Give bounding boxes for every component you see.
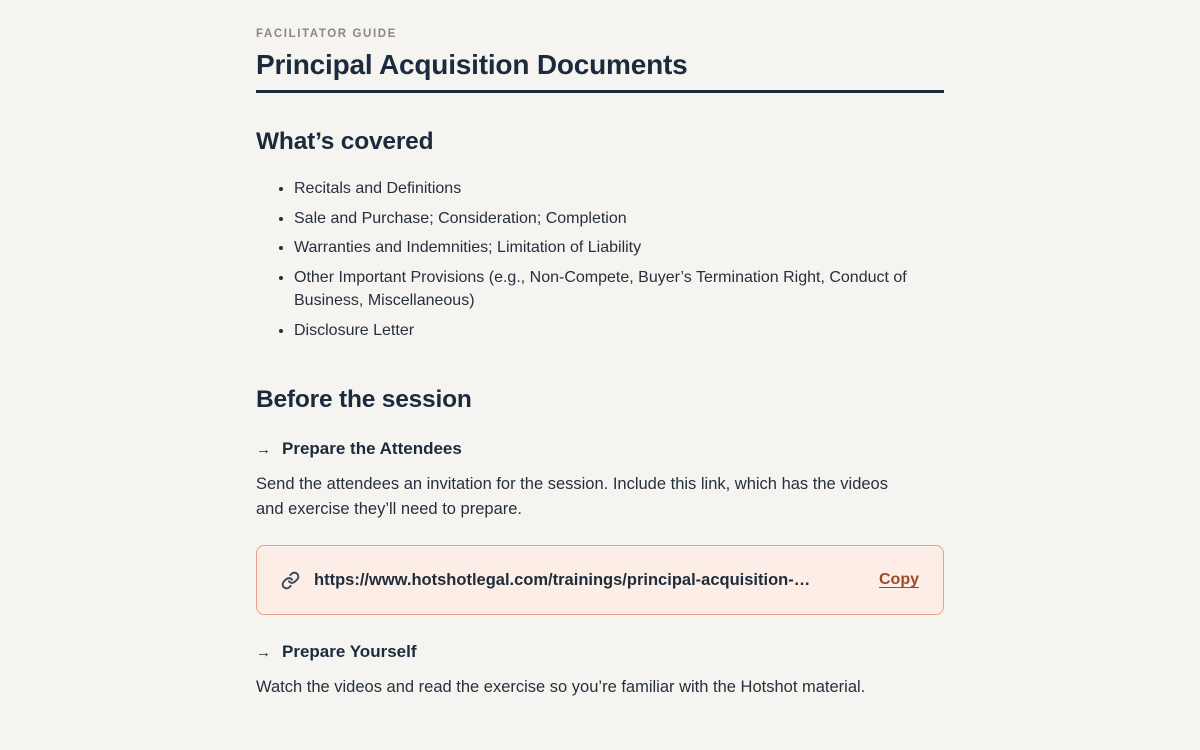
whats-covered-list — [256, 177, 944, 342]
arrow-right-icon: → — [256, 644, 271, 661]
title-block — [256, 48, 944, 93]
prepare-attendees-body: Send the attendees an invitation for the session. Include this link, which has the videos and exercise they’ll need to prepare. — [256, 475, 888, 518]
link-icon — [281, 571, 300, 590]
list-item: • Warranties and Indemnities; Limitation of Liability — [294, 236, 914, 260]
page-title: Principal Acquisition Documents — [256, 49, 688, 80]
prepare-yourself-header — [256, 641, 944, 662]
whats-covered-section — [256, 128, 944, 342]
prepare-attendees-title: Prepare the Attendees — [282, 439, 462, 458]
list-item: • Disclosure Letter — [294, 319, 914, 343]
copy-button[interactable]: Copy — [879, 571, 919, 588]
before-session-heading: Before the session — [256, 386, 472, 413]
list-item: • Other Important Provisions (e.g., Non-Compete, Buyer’s Termination Right, Conduct of Business, Miscellaneous) — [294, 266, 914, 313]
arrow-right-icon: → — [256, 441, 271, 458]
whats-covered-heading: What’s covered — [256, 128, 434, 155]
prepare-yourself-body: Watch the videos and read the exercise so you’re familiar with the Hotshot material. — [256, 678, 866, 696]
link-url[interactable]: https://www.hotshotlegal.com/trainings/principal-acquisition-… — [314, 570, 811, 589]
prepare-attendees-header — [256, 438, 944, 459]
list-item: • Recitals and Definitions — [294, 177, 914, 201]
before-session-section — [256, 386, 944, 700]
eyebrow-label: FACILITATOR GUIDE — [256, 28, 397, 40]
prepare-yourself-title: Prepare Yourself — [282, 642, 417, 661]
link-box — [256, 545, 944, 615]
facilitator-guide-page — [256, 0, 944, 700]
list-item: • Sale and Purchase; Consideration; Completion — [294, 207, 914, 231]
